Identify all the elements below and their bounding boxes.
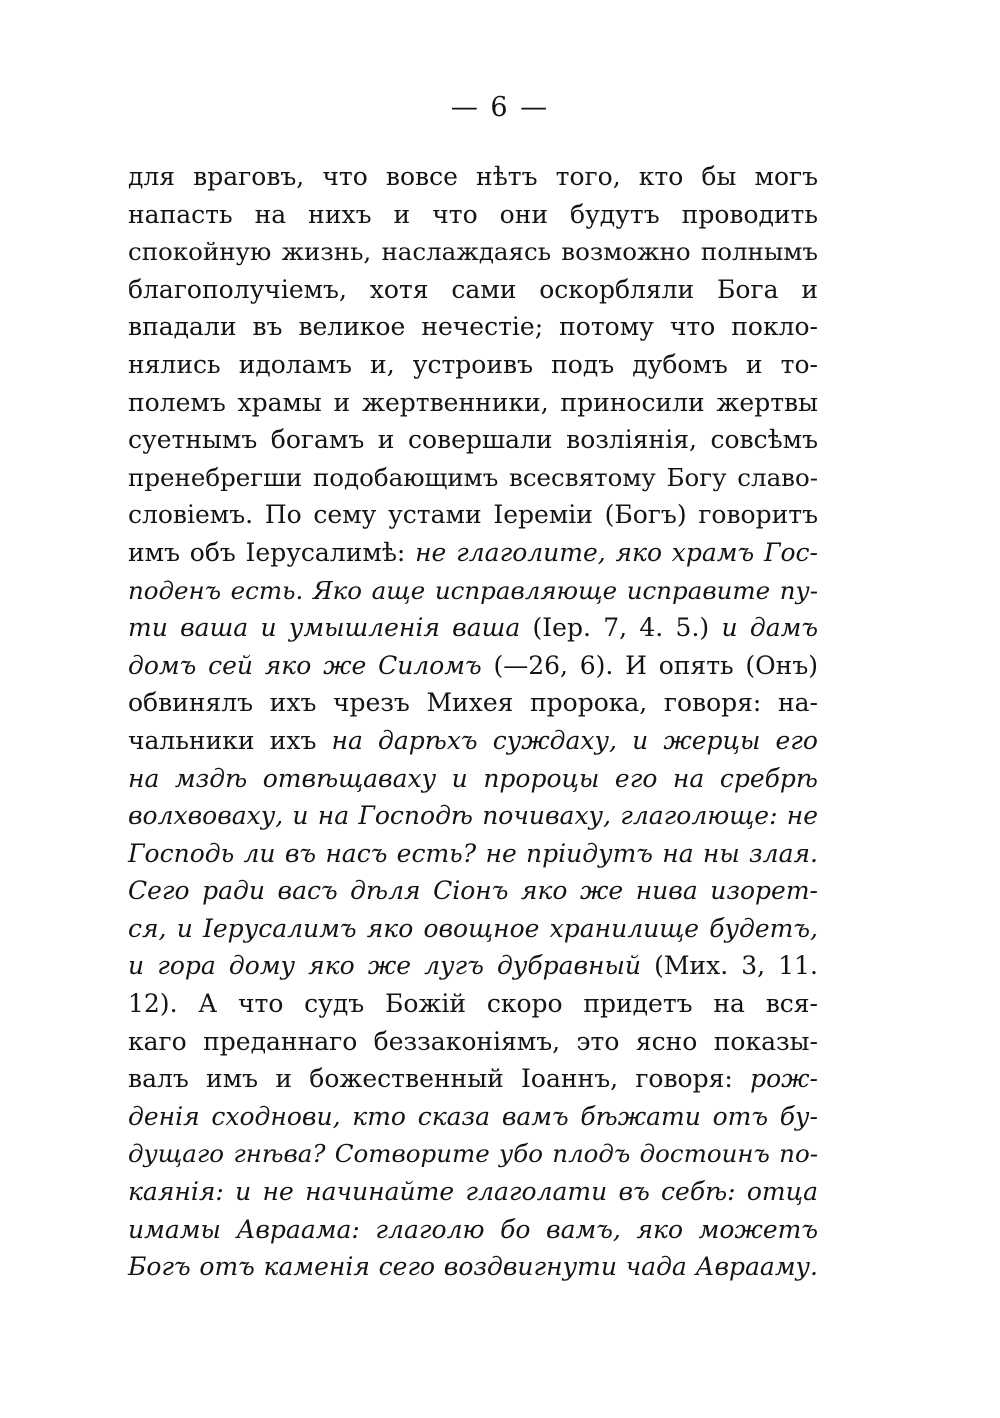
text-line xyxy=(128,496,818,534)
text-segment: благополучіемъ, хотя сами оскорбляли Бога и xyxy=(128,274,818,304)
text-segment: имъ объ Іерусалимѣ: xyxy=(128,537,416,567)
text-line xyxy=(128,835,818,873)
text-line xyxy=(128,271,818,309)
italic-text-segment: и гора дому яко же лугъ дубравный xyxy=(128,951,641,981)
text-segment: (Іер. 7, 4. 5.) xyxy=(520,613,722,643)
italic-text-segment: не глаголите, яко храмъ Гос- xyxy=(415,537,818,567)
text-segment: суетнымъ богамъ и совершали возліянія, совсѣмъ xyxy=(128,425,818,455)
body-text xyxy=(128,158,818,1286)
italic-text-segment: Богъ отъ каменія сего воздвигнути чада Аврааму. xyxy=(128,1252,818,1282)
text-line xyxy=(128,684,818,722)
text-segment: пренебрегши подобающимъ всесвятому Богу славо- xyxy=(128,462,818,492)
italic-text-segment: ти ваша и умышленія ваша xyxy=(128,613,521,643)
text-line xyxy=(128,647,818,685)
text-segment: (Мих. 3, 11. xyxy=(640,951,818,981)
italic-text-segment: ся, и Іерусалимъ яко овощное хранилище будетъ, xyxy=(128,913,818,943)
text-line xyxy=(128,797,818,835)
text-line xyxy=(128,985,818,1023)
text-segment: каго преданнаго беззаконіямъ, это ясно показы- xyxy=(128,1026,818,1056)
text-segment: 12). А что судъ Божій скоро придетъ на вся- xyxy=(128,989,818,1019)
text-line xyxy=(128,308,818,346)
italic-text-segment: поденъ есть. Яко аще исправляюще исправите пу- xyxy=(128,575,818,605)
text-line xyxy=(128,760,818,798)
text-line xyxy=(128,1248,818,1286)
italic-text-segment: денія сходнови, кто сказа вамъ бѣжати отъ бу- xyxy=(128,1101,818,1131)
text-line xyxy=(128,1135,818,1173)
text-line xyxy=(128,910,818,948)
text-segment: (—26, 6). И опять (Онъ) xyxy=(481,650,818,680)
text-line xyxy=(128,1023,818,1061)
italic-text-segment: волхвоваху, и на Господѣ почиваху, глаголюще: не xyxy=(128,801,818,831)
text-segment: словіемъ. По сему устами Іереміи (Богъ) говоритъ xyxy=(128,500,818,530)
italic-text-segment: на дарѣхъ суждаху, и жерцы его xyxy=(331,725,818,755)
text-line xyxy=(128,1211,818,1249)
text-line xyxy=(128,346,818,384)
italic-text-segment: и дамъ xyxy=(721,613,819,643)
italic-text-segment: Господь ли въ насъ есть? не пріидутъ на ны злая. xyxy=(128,838,818,868)
text-line xyxy=(128,233,818,271)
text-line xyxy=(128,158,818,196)
text-line xyxy=(128,1098,818,1136)
italic-text-segment: на мздѣ отвѣщаваху и пророцы его на сребрѣ xyxy=(128,763,818,793)
text-line xyxy=(128,384,818,422)
text-line xyxy=(128,459,818,497)
text-segment: напасть на нихъ и что они будутъ проводить xyxy=(128,199,818,229)
text-line xyxy=(128,196,818,234)
text-line xyxy=(128,947,818,985)
text-segment: впадали въ великое нечестіе; потому что покло- xyxy=(128,312,818,342)
page-number: — 6 — xyxy=(450,92,550,123)
text-line xyxy=(128,572,818,610)
text-line xyxy=(128,534,818,572)
text-segment: обвинялъ ихъ чрезъ Михея пророка, говоря: на- xyxy=(128,688,818,718)
text-segment: спокойную жизнь, наслаждаясь возможно полнымъ xyxy=(128,237,818,267)
text-line xyxy=(128,722,818,760)
italic-text-segment: Сего ради васъ дѣля Сіонъ яко же нива изорет- xyxy=(128,876,818,906)
text-segment: чальники ихъ xyxy=(128,725,332,755)
italic-text-segment: имамы Авраама: глаголю бо вамъ, яко можетъ xyxy=(128,1214,818,1244)
text-line xyxy=(128,1173,818,1211)
text-segment: полемъ храмы и жертвенники, приносили жертвы xyxy=(128,387,818,417)
text-segment: валъ имъ и божественный Іоаннъ, говоря: xyxy=(128,1064,751,1094)
italic-text-segment: дущаго гнѣва? Сотворите убо плодъ достоинъ по- xyxy=(128,1139,818,1169)
text-line xyxy=(128,872,818,910)
italic-text-segment: рож- xyxy=(750,1064,818,1094)
italic-text-segment: домъ сей яко же Силомъ xyxy=(128,650,482,680)
text-segment: для враговъ, что вовсе нѣтъ того, кто бы могъ xyxy=(128,162,818,191)
italic-text-segment: каянія: и не начинайте глаголати въ себѣ: отца xyxy=(128,1177,818,1207)
text-line xyxy=(128,421,818,459)
text-segment: нялись идоламъ и, устроивъ подъ дубомъ и то- xyxy=(128,349,818,379)
text-line xyxy=(128,609,818,647)
text-line xyxy=(128,1060,818,1098)
